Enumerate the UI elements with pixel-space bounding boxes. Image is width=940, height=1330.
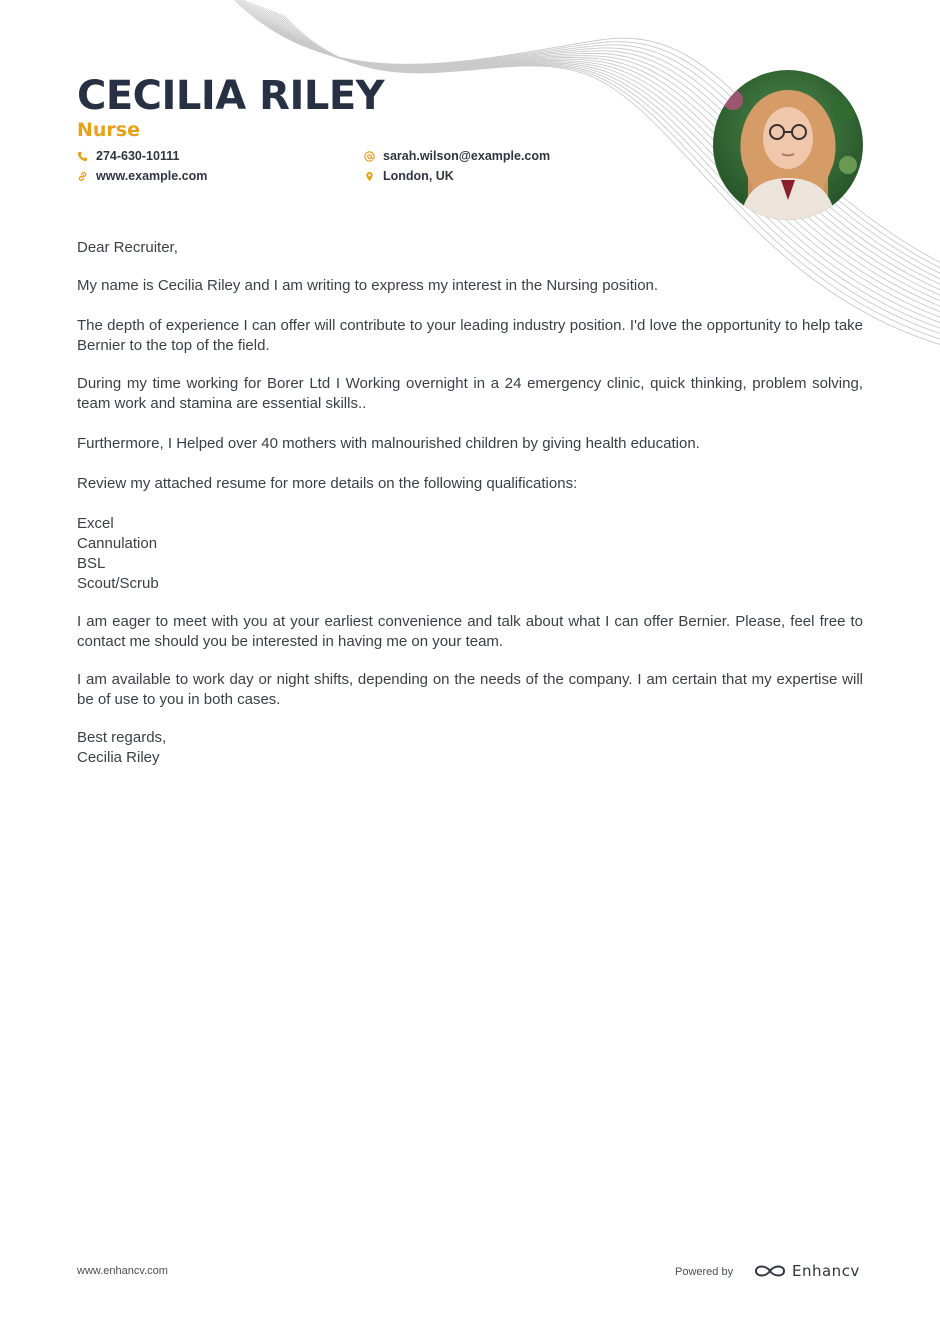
website-link[interactable]: www.example.com [96, 169, 208, 183]
phone-number[interactable]: 274-630-10111 [96, 149, 180, 163]
at-icon [364, 151, 375, 162]
contact-phone [77, 147, 179, 165]
footer-url[interactable]: www.enhancv.com [77, 1265, 168, 1277]
closing: Best regards, [77, 729, 167, 746]
paragraph-achievement: Furthermore, I Helped over 40 mothers with malnourished children by giving health education. [77, 435, 700, 452]
enhancv-logo[interactable] [754, 1262, 860, 1280]
enhancv-wordmark: Enhancv [792, 1262, 860, 1280]
job-title: Nurse [77, 119, 140, 141]
contact-location [364, 167, 454, 185]
powered-by-label: Powered by [675, 1266, 734, 1278]
paragraph-experience: The depth of experience I can offer will contribute to your leading industry position. I'd love the opportunity to help take Bernier to the top of the field. [77, 317, 863, 354]
map-pin-icon [364, 171, 375, 182]
qualifications-list [77, 514, 863, 594]
paragraph-work-history: During my time working for Borer Ltd I Working overnight in a 24 emergency clinic, quick thinking, problem solving, team work and stamina are essential skills.. [77, 375, 863, 412]
enhancv-logo-icon [754, 1262, 786, 1280]
paragraph-intro: My name is Cecilia Riley and I am writing to express my interest in the Nursing position. [77, 277, 659, 294]
contact-website [77, 167, 207, 185]
profile-photo [713, 70, 863, 220]
cover-letter-body [77, 238, 863, 768]
contact-email [364, 147, 550, 165]
paragraph-qualifications-intro: Review my attached resume for more details on the following qualifications: [77, 475, 578, 492]
link-icon [77, 171, 88, 182]
paragraph-availability: I am available to work day or night shifts, depending on the needs of the company. I am certain that my expertise will be of use to you in both cases. [77, 671, 863, 708]
candidate-name: CECILIA RILEY [77, 73, 385, 119]
list-item: Excel [77, 515, 114, 532]
list-item: BSL [77, 555, 106, 572]
email-address[interactable]: sarah.wilson@example.com [383, 149, 551, 163]
location-text: London, UK [383, 169, 454, 183]
greeting: Dear Recruiter, [77, 239, 178, 256]
list-item: Scout/Scrub [77, 575, 159, 592]
phone-icon [77, 151, 88, 162]
list-item: Cannulation [77, 535, 158, 552]
paragraph-meeting: I am eager to meet with you at your earliest convenience and talk about what I can offer Bernier. Please, feel free to contact me should you be interested in having me on your team. [77, 613, 863, 650]
signature: Cecilia Riley [77, 749, 160, 766]
